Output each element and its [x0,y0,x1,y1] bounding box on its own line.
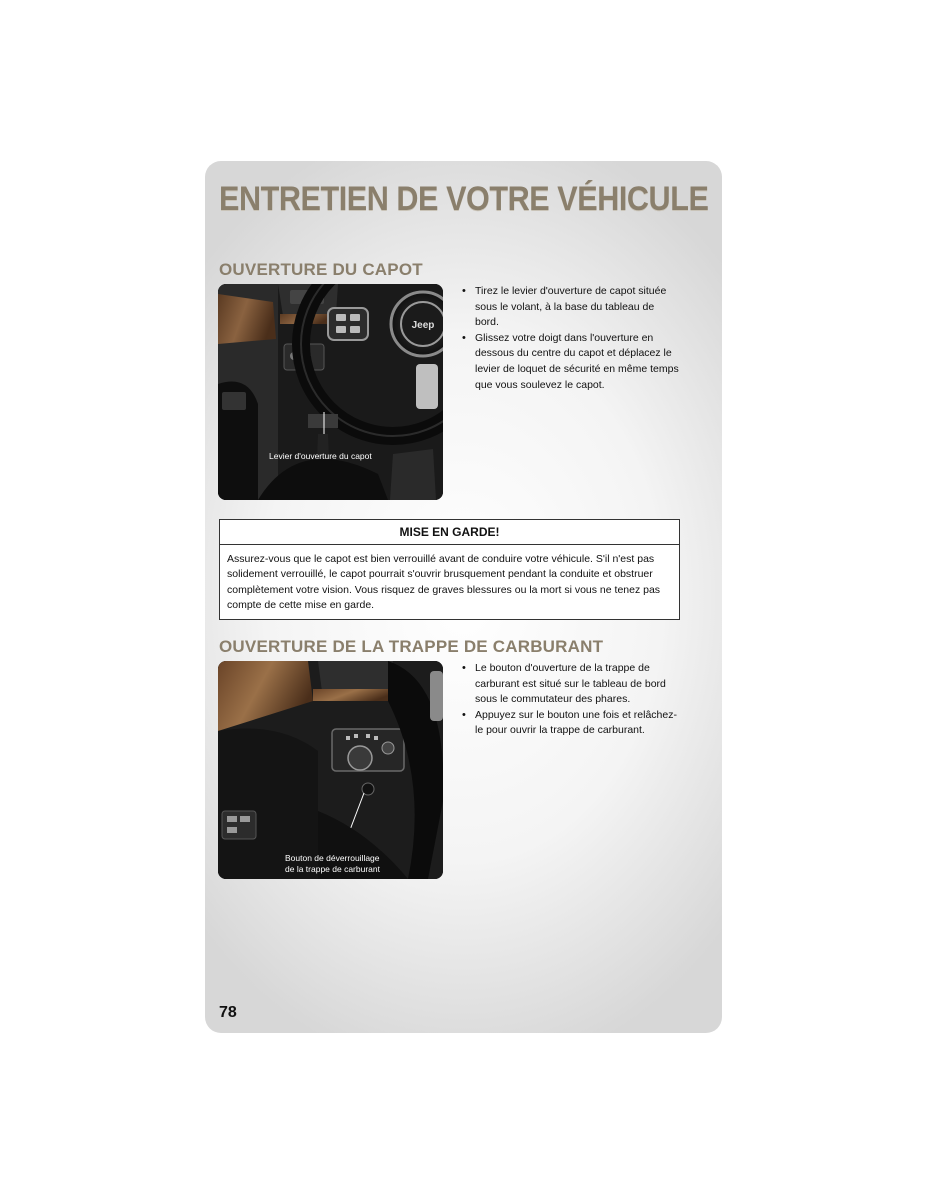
fuel-instruction-item: • Le bouton d'ouverture de la trappe de carburant est situé sur le tableau de bord sous le commutateur des phares. [461,661,681,708]
warning-title: MISE EN GARDE! [220,520,679,545]
steering-wheel-logo: Jeep [411,320,435,331]
fuel-photo-caption-line2: de la trappe de carburant [285,864,380,874]
page-number: 78 [219,1004,237,1021]
fuel-door-release-photo [218,661,443,879]
fuel-section-heading: OUVERTURE DE LA TRAPPE DE CARBURANT [219,637,604,656]
fuel-photo-caption-line1: Bouton de déverrouillage [285,853,380,863]
warning-body: Assurez-vous que le capot est bien verrouillé avant de conduire votre véhicule. S'il n'est pas solidement verrouillé, le capot pourrait s'ouvrir brusquement pendant la conduite et obstruer complètement votre vision. Vous risquez de graves blessures ou la mort si vous ne tenez pas compte de cette mise en garde. [227,553,661,612]
hood-section-heading: OUVERTURE DU CAPOT [219,260,423,279]
hood-instruction-item: • Tirez le levier d'ouverture de capot située sous le volant, à la base du tableau de bord. [461,284,681,331]
warning-box [219,519,680,620]
hood-instructions-list [461,284,681,393]
fuel-instruction-item: • Appuyez sur le bouton une fois et relâchez-le pour ouvrir la trappe de carburant. [461,708,681,739]
hood-release-photo [218,284,443,500]
hood-instruction-item: • Glissez votre doigt dans l'ouverture en dessous du centre du capot et déplacez le levier de loquet de sécurité en même temps que vous soulevez le capot. [461,331,681,393]
page-title: ENTRETIEN DE VOTRE VÉHICULE [219,180,709,218]
hood-photo-caption: Levier d'ouverture du capot [269,451,372,461]
fuel-instructions-list [461,661,681,739]
